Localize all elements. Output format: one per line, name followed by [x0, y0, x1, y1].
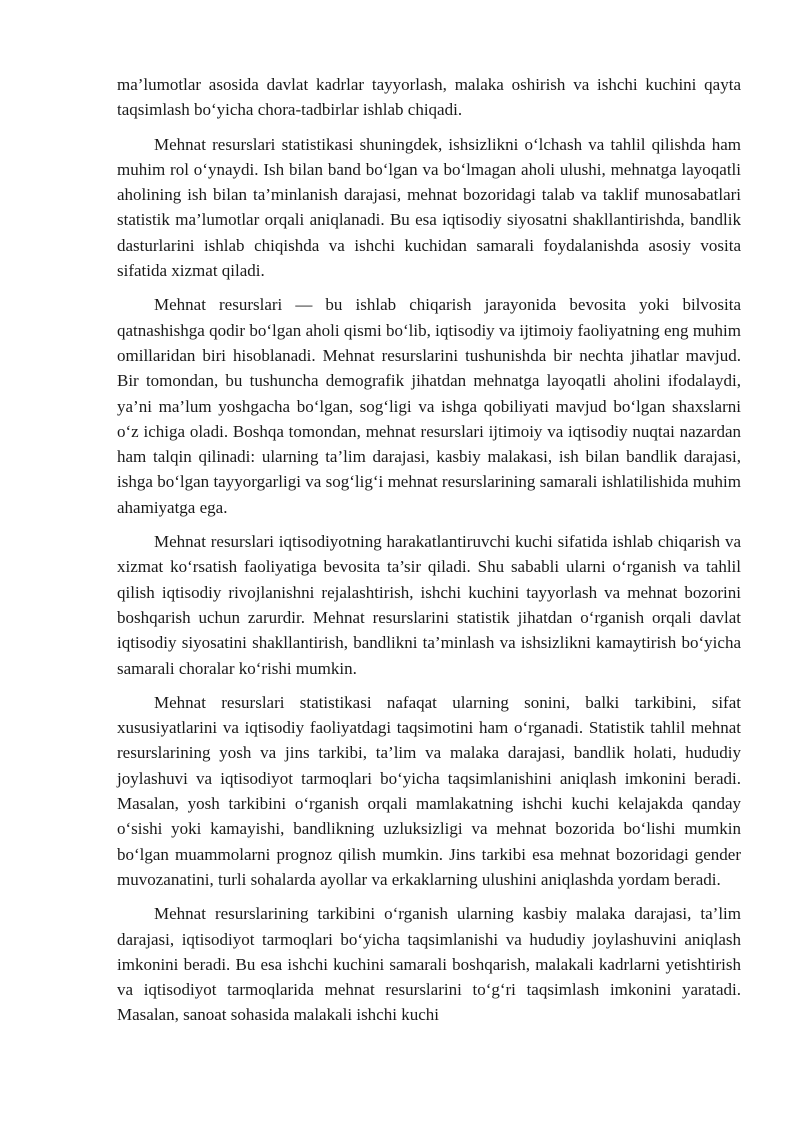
paragraph: Mehnat resurslari statistikasi nafaqat ularning sonini, balki tarkibini, sifat xususiyatlarini va iqtisodiy faoliyatdagi taqsimotini ham o‘rganadi. Statistik tahlil mehnat resurslarining yosh va jins tarkibi, ta’lim va malaka darajasi, bandlik holati, hududiy joylashuvi va iqtisodiyot tarmoqlari bo‘yicha taqsimlanishini aniqlash imkonini beradi. Masalan, yosh tarkibini o‘rganish orqali mamlakatning ishchi kuchi kelajakda qanday o‘sishi yoki kamayishi, bandlikning uzluksizligi va mehnat bozorida bo‘lishi mumkin bo‘lgan muammolarni prognoz qilish mumkin. Jins tarkibi esa mehnat bozoridagi gender muvozanatini, turli sohalarda ayollar va erkaklarning ulushini aniqlashda yordam beradi.: [117, 692, 741, 889]
paragraph: Mehnat resurslari statistikasi shuningdek, ishsizlikni o‘lchash va tahlil qilishda ham muhim rol o‘ynaydi. Ish bilan band bo‘lgan va bo‘lmagan aholi ulushi, mehnatga layoqatli aholining ish bilan ta’minlanish darajasi, mehnat bozoridagi talab va taklif munosabatlari statistik ma’lumotlar orqali aniqlanadi. Bu esa iqtisodiy siyosatni shakllantirishda, bandlik dasturlarini ishlab chiqishda va ishchi kuchidan samarali foydalanishda asosiy vosita sifatida xizmat qiladi.: [117, 134, 741, 281]
paragraph: Mehnat resurslari iqtisodiyotning harakatlantiruvchi kuchi sifatida ishlab chiqarish va xizmat ko‘rsatish faoliyatiga bevosita ta’sir qiladi. Shu sababli ularni o‘rganish va tahlil qilish iqtisodiy rivojlanishni rejalashtirish, ishchi kuchini tayyorlash va mehnat bozorini boshqarish uchun zarurdir. Mehnat resurslarini statistik jihatdan o‘rganish orqali davlat iqtisodiy siyosatini shakllantirish, bandlikni ta’minlash va ishsizlikni kamaytirish bo‘yicha samarali choralar ko‘rishi mumkin.: [117, 532, 741, 678]
document-page: [117, 72, 741, 1037]
paragraph: Mehnat resurslari — bu ishlab chiqarish jarayonida bevosita yoki bilvosita qatnashishga qodir bo‘lgan aholi qismi bo‘lib, iqtisodiy va ijtimoiy faoliyatning eng muhim omillaridan biri hisoblanadi. Mehnat resurslarini tushunishda bir nechta jihatlar mavjud. Bir tomondan, bu tushuncha demografik jihatdan mehnatga layoqatli aholini ifodalaydi, ya’ni ma’lum yoshgacha bo‘lgan, sog‘ligi va ishga qobiliyati mavjud bo‘lgan shaxslarni o‘z ichiga oladi. Boshqa tomondan, mehnat resurslari ijtimoiy va iqtisodiy nuqtai nazardan ham talqin qilinadi: ularning ta’lim darajasi, kasbiy malakasi, ish bilan bandlik darajasi, ishga bo‘lgan tayyorgarligi va sog‘lig‘i mehnat resurslarining samarali ishlatilishida muhim ahamiyatga ega.: [117, 295, 741, 517]
paragraph: Mehnat resurslarining tarkibini o‘rganish ularning kasbiy malaka darajasi, ta’lim darajasi, iqtisodiyot tarmoqlari bo‘yicha taqsimlanishi va hududiy joylashuvini aniqlash imkonini beradi. Bu esa ishchi kuchini samarali boshqarish, malakali kadrlarni yetishtirish va iqtisodiyot tarmoqlarida mehnat resurslarini to‘g‘ri taqsimlash imkonini yaratadi. Masalan, sanoat sohasida malakali ishchi kuchi: [117, 904, 741, 1025]
paragraph: ma’lumotlar asosida davlat kadrlar tayyorlash, malaka oshirish va ishchi kuchini qayta taqsimlash bo‘yicha chora-tadbirlar ishlab chiqadi.: [117, 75, 741, 120]
